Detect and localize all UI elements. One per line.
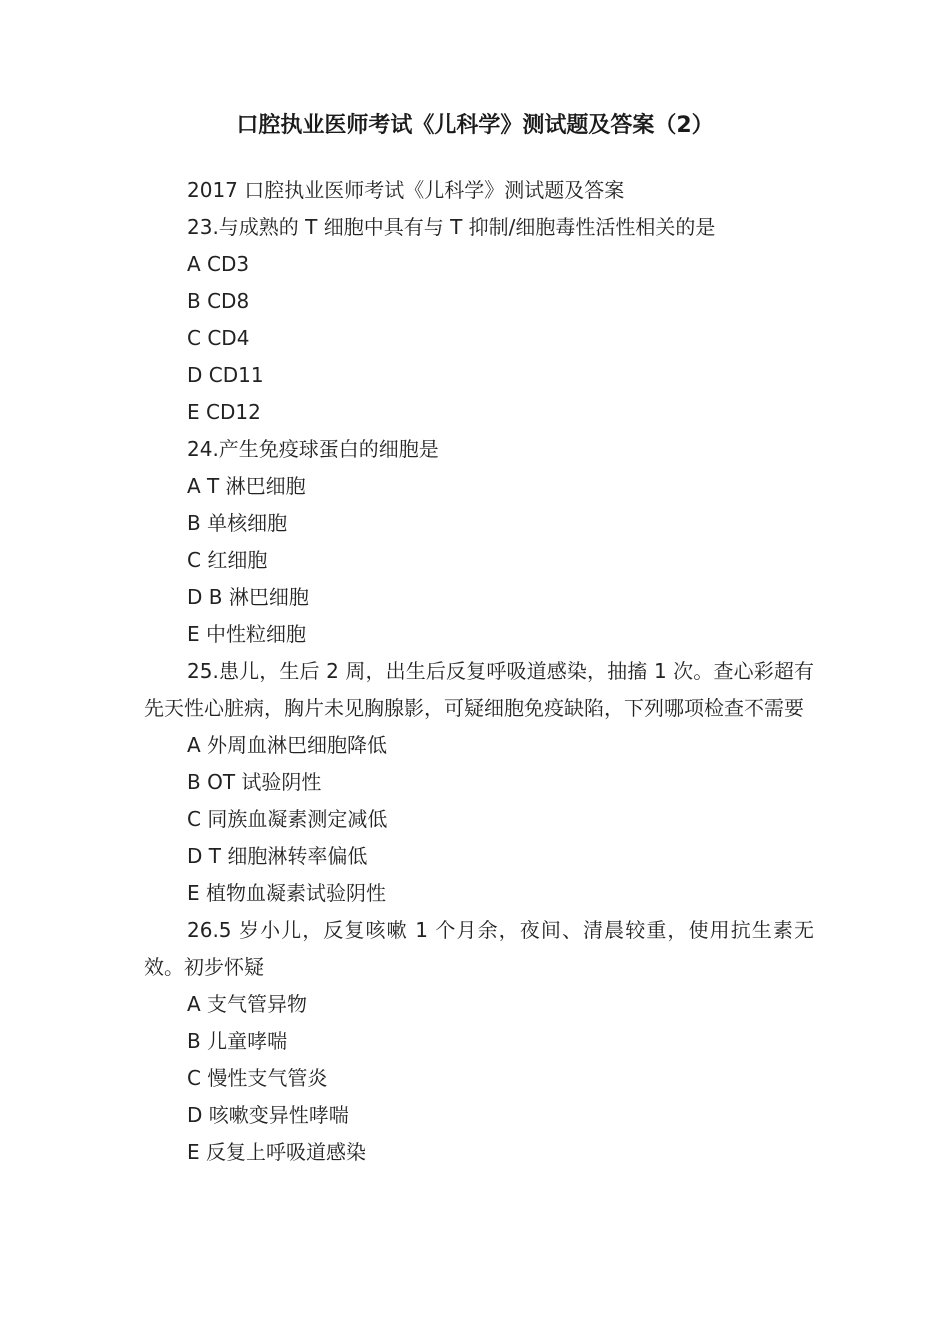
option-23-a: A CD3 <box>187 252 250 276</box>
option-24-e: E 中性粒细胞 <box>187 622 306 646</box>
option-25-e: E 植物血凝素试验阴性 <box>187 881 386 905</box>
question-stem-23: 23.与成熟的 T 细胞中具有与 T 抑制/细胞毒性活性相关的是 <box>187 215 716 239</box>
option-26-b: B 儿童哮喘 <box>187 1029 288 1053</box>
option-26-a: A 支气管异物 <box>187 992 308 1016</box>
option-26-c: C 慢性支气管炎 <box>187 1066 328 1090</box>
option-26-d: D 咳嗽变异性哮喘 <box>187 1103 349 1127</box>
question-stem-26: 26.5 岁小儿，反复咳嗽 1 个月余，夜间、清晨较重，使用抗生素无效。初步怀疑 <box>144 918 814 979</box>
option-23-c: C CD4 <box>187 326 250 350</box>
option-25-d: D T 细胞淋转率偏低 <box>187 844 368 868</box>
document-title: 口腔执业医师考试《儿科学》测试题及答案（2） <box>236 113 714 138</box>
document-body <box>144 172 814 1171</box>
question-stem-24: 24.产生免疫球蛋白的细胞是 <box>187 437 439 461</box>
option-25-a: A 外周血淋巴细胞降低 <box>187 733 388 757</box>
option-23-e: E CD12 <box>187 400 261 424</box>
option-25-b: B OT 试验阴性 <box>187 770 322 794</box>
option-24-c: C 红细胞 <box>187 548 268 572</box>
option-24-b: B 单核细胞 <box>187 511 288 535</box>
option-23-d: D CD11 <box>187 363 264 387</box>
intro-line: 2017 口腔执业医师考试《儿科学》测试题及答案 <box>187 178 625 202</box>
option-23-b: B CD8 <box>187 289 250 313</box>
question-stem-25: 25.患儿，生后 2 周，出生后反复呼吸道感染，抽搐 1 次。查心彩超有先天性心脏病，胸片未见胸腺影，可疑细胞免疫缺陷，下列哪项检查不需要 <box>144 659 814 720</box>
option-25-c: C 同族血凝素测定减低 <box>187 807 388 831</box>
option-24-d: D B 淋巴细胞 <box>187 585 309 609</box>
option-26-e: E 反复上呼吸道感染 <box>187 1140 366 1164</box>
option-24-a: A T 淋巴细胞 <box>187 474 306 498</box>
